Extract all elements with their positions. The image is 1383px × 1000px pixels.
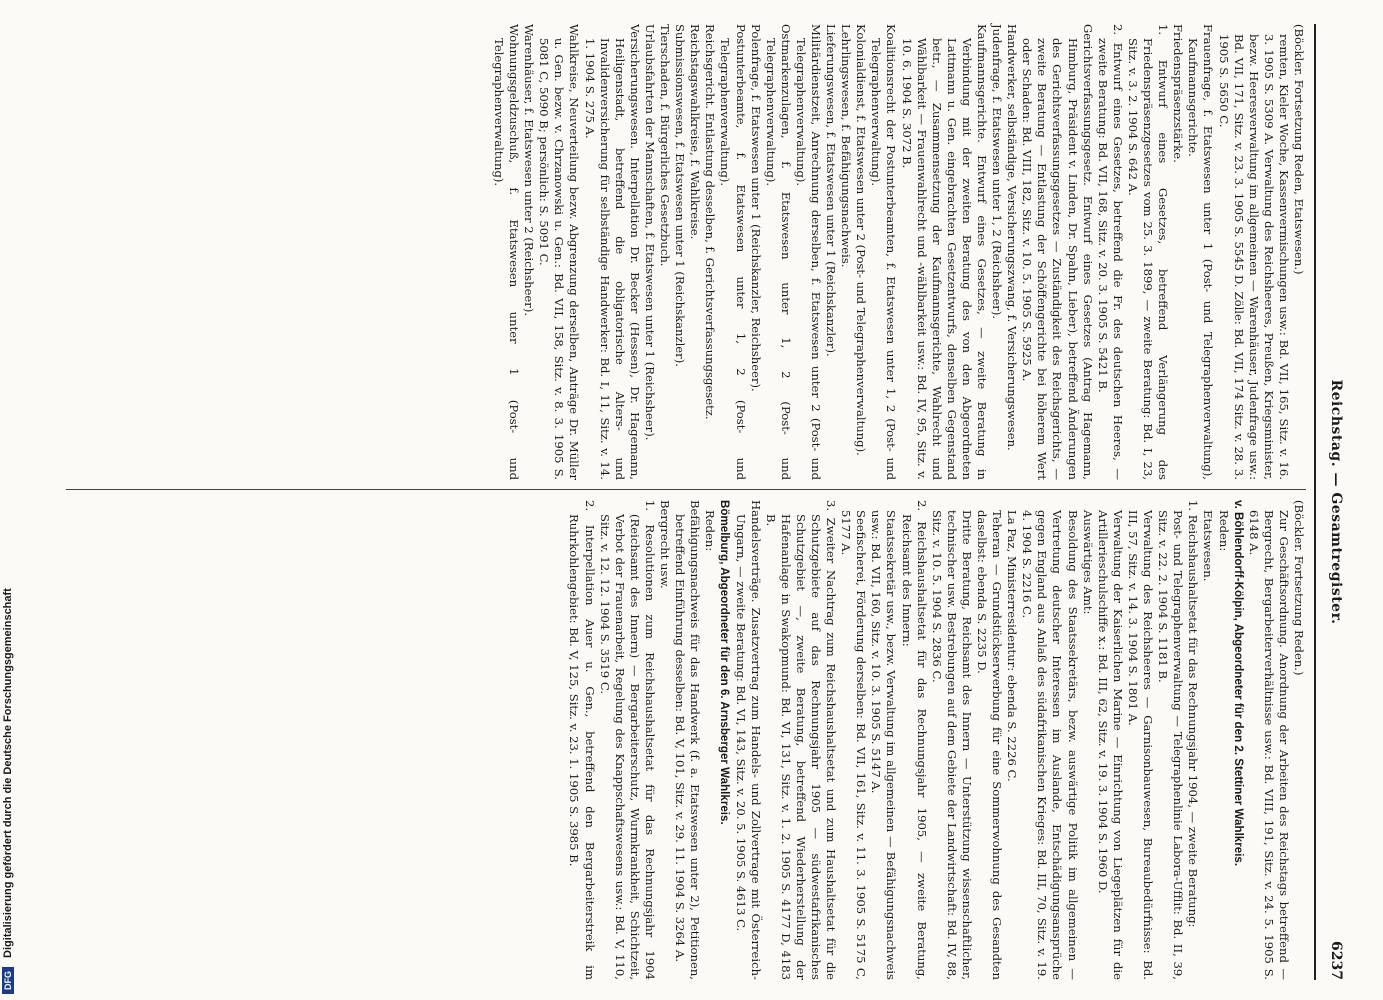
- register-entry: Wohnungsgeldzuschuß, f. Etatswesen unter 1 (Post- und Telegraphenverwaltung).: [492, 24, 522, 480]
- register-entry: Koalitionsrecht der Postunterbeamten, f. Etatswesen unter 1, 2 (Post- und Telegraphenverwaltung).: [869, 24, 899, 480]
- register-entry: Handelsverträge. Zusatzvertrag zum Handels- und Zollvertrage mit Österreich-Ungarn, — zweite Beratung: Bd. VI, 143, Sitz. v. 20. 5. 1905 S. 4613 C.: [733, 500, 763, 980]
- header-title: Reichstag. — Gesamtregister.: [1328, 379, 1344, 625]
- left-column: [491, 24, 1306, 480]
- register-entry: La Paz, Ministerresidentur: ebenda S. 2226 C.: [1005, 510, 1020, 782]
- register-entry: 3. Zweiter Nachtrag zum Reichshaushaltsetat und zum Haushaltsetat für die Schutzgebiete auf das Rechnungsjahr 1905 — südwestafrikanisches Schutzgebiet —, zweite Beratung, betreffend Wiederherstellung der Hafenanlage in Swakopmund: Bd. VI, 131, Sitz. v. 1. 2. 1905 S. 4177 D, 4183 B.: [763, 500, 839, 980]
- register-entry: 1. Reichshaushaltsetat für das Rechnungsjahr 1904, — zweite Beratung:: [1186, 500, 1201, 928]
- register-entry: Frauenfrage, f. Etatswesen unter 1 (Post- und Telegraphenverwaltung), Kaufmannsgerichte.: [1186, 24, 1216, 480]
- register-entry: Versicherungswesen. Interpellation Dr. Becker (Hessen), Dr. Hagemann, Heiligenstadt, betreffend die obligatorische Alters- und Invalidenversicherung für selbständige Handwerker: Bd. I, 11, Sitz. v. 14. 1. 1904 S. 275 A.: [582, 24, 642, 480]
- running-header: [1320, 24, 1346, 980]
- register-entry: Besoldung des Staatssekretärs, bezw. auswärtige Politik im allgemeinen — Vertretung deutscher Interessen im Auslande, Entschädigungsansprüche gegen England aus Anlaß des südafrikanischen Krieges: Bd. III, 70, Sitz. v. 19. 4. 1904 S. 2216 C.: [1020, 510, 1080, 980]
- register-entry: 1. Entwurf eines Gesetzes, betreffend Verlängerung des Friedenspräsenzgesetzes vom 25. 3. 1899, — zweite Beratung: Bd. I, 23, Sitz. v. 3. 2. 1904 S. 642 A.: [1125, 24, 1171, 480]
- register-entry: Tierschaden, f. Bürgerliches Gesetzbuch.: [658, 24, 673, 267]
- register-entry: Submissionswesen, f. Etatswesen unter 1 (Reichskanzler).: [673, 24, 688, 367]
- register-entry: Handwerker, selbständige, Versicherungszwang, f. Versicherungswesen.: [1005, 24, 1020, 451]
- register-entry: Befähigungsnachweis für das Handwerk (f. a. Etatswesen unter 2), Petitionen, betreffend Einführung desselben: Bd. V, 101, Sitz. v. 29. 11. 1904 S. 3264 A.: [673, 500, 703, 980]
- register-entry: Urlaubsfahrten der Mannschaften, f. Etatswesen unter 1 (Reichsheer).: [642, 24, 657, 441]
- register-entry: Reichsgericht. Entlastung desselben, f. Gerichtsverfassungsgesetz.: [703, 24, 718, 420]
- register-entry: 2. Interpellation Auer u. Gen., betreffend den Bergarbeiterstreik im Ruhrkohlengebiet: Bd. V, 125, Sitz. v. 23. 1. 1905 S. 3985 B.: [567, 500, 597, 980]
- register-entry: Etatswesen.: [1201, 510, 1216, 582]
- register-entry: Verwaltung des Reichsheeres — Garnisonbauwesen, Bureaubedürfnisse: Bd. III, 57, Sitz. v. 14. 3. 1904 S. 1801 A.: [1125, 510, 1156, 980]
- register-entry: Teheran — Grundstückserwerbung für eine Sommerwohnung des Gesandten daselbst: ebenda S. 2235 D.: [975, 510, 1005, 980]
- register-entry: Lehrlingswesen, f. Befähigungsnachweis.: [839, 24, 854, 268]
- header-rule: [1314, 24, 1316, 980]
- register-entry: Seefischerei, Förderung derselben: Bd. VII, 161, Sitz. v. 11. 3. 1905 S. 5175 C, 5177 A.: [839, 510, 869, 980]
- register-entry: Bömelburg, Abgeordneter für den 6. Arnsberger Wahlkreis.: [718, 500, 732, 825]
- register-entry: Bergrecht usw.: [658, 500, 673, 589]
- rotated-page-content: [54, 24, 1346, 980]
- page-number: 6237: [1328, 941, 1344, 980]
- register-entry: Reden:: [1216, 510, 1231, 552]
- register-entry: Reden:: [703, 510, 718, 552]
- register-entry: 2. Entwurf eines Gesetzes, betreffend die Fr. des deutschen Heeres, — zweite Beratung: Bd. VII, 168, Sitz. v. 20. 3. 1905 S. 5421 B.: [1095, 24, 1125, 480]
- register-entry: (Böckler. Fortsetzung Reden.): [1292, 500, 1306, 676]
- register-entry: v. Böhlendorff-Kölpin, Abgeordneter für den 2. Stettiner Wahlkreis.: [1231, 500, 1245, 867]
- register-entry: Ostmarkenzulagen, f. Etatswesen unter 1, 2 (Post- und Telegraphenverwaltung).: [763, 24, 793, 480]
- register-entry: Warenhäuser, f. Etatswesen unter 2 (Reichsheer).: [522, 24, 537, 317]
- register-entry: Auswärtiges Amt:: [1080, 510, 1095, 615]
- right-column: [566, 500, 1306, 980]
- register-entry: Polenfrage, f. Etatswesen unter 1 (Reichskanzler, Reichsheer).: [748, 24, 763, 392]
- register-entry: Gerichtsverfassungsgesetz. Entwurf eines Gesetzes (Antrag Hagemann, Himburg, Präsident v. Linden, Dr. Spahn, Lieber), betreffend Änderungen des Gerichtsverfassungsgesetzes — Zuständigkeit des Reichsgerichts, — zweite Beratung — Entlastung der Schöffengerichte bei höherem Wert oder Schaden: Bd. VIII, 182, Sitz. v. 10. 5. 1905 S. 5925 A.: [1020, 24, 1095, 480]
- register-entry: Zur Geschäftsordnung. Anordnung der Arbeiten des Reichstags betreffend — Bergrecht, Bergarbeiterverhältnisse usw.: Bd. VIII, 191, Sitz. v. 24. 5. 1905 S. 6148 A.: [1246, 510, 1291, 980]
- register-entry: Reichstagswahlkreise, f. Wahlkreise.: [688, 24, 703, 240]
- register-entry: Wahlkreise, Neuverteilung bezw. Abgrenzung derselben, Anträge Dr. Müller u. Gen. bezw. v. Chrzanowski u. Gen.: Bd. VII, 158, Sitz. v. 8. 3. 1905 S. 5081 C, 5090 B; persönlich: S. 5091 C.: [537, 24, 582, 480]
- register-entry: 1. Resolutionen zum Reichshaushaltsetat für das Rechnungsjahr 1904 (Reichsamt des Innern) — Bergarbeiterschutz, Wurmkrankheit, Schichtzeit, Verbot der Frauenarbeit, Regelung des Knappschaftswesens usw.: Bd. V, 110, Sitz. v. 12. 12. 1904 S. 3519 C.: [597, 500, 657, 980]
- register-entry: Kaufmannsgerichte. Entwurf eines Gesetzes, — zweite Beratung in Verbindung mit der zweiten Beratung des von den Abgeordneten Lattmann u. Gen. eingebrachten Gesetzentwurfs, denselben Gegenstand betr., — Zusammensetzung der Kaufmannsgerichte, Wahlrecht und Wählbarkeit — Frauenwahlrecht und -wählbarkeit usw.: Bd. IV, 95, Sitz. v. 10. 6. 1904 S. 3072 B.: [899, 24, 990, 480]
- register-entry: remten, Kieler Woche, Kassenvermischungen usw.: Bd. VII, 165, Sitz. v. 16. 3. 1905 S. 5309 A. Verwaltung des Reichsheeres, Preußen, Kriegsminister, bezw. Heeresverwaltung im allgemeinen — Warenhäuser, Judenfrage usw.: Bd. VII, 171, Sitz. v. 23. 3. 1905 S. 5545 D. Zölle: Bd. VII, 174 Sitz. v. 28. 3. 1905 S. 5650 C.: [1216, 34, 1291, 480]
- register-entry: (Böckler. Fortsetzung Reden, Etatswesen.): [1292, 24, 1306, 275]
- register-entry: Post- und Telegraphenverwaltung — Telegraphenlinie Labora-Ufflit: Bd. II, 39, Sitz. v. 22. 2. 1904 S. 1181 B.: [1156, 510, 1186, 980]
- register-entry: 2. Reichshaushaltsetat für das Rechnungsjahr 1905, — zweite Beratung, Reichsamt des Innern:: [899, 500, 929, 980]
- register-entry: Friedenspräsenzstärke.: [1171, 24, 1186, 163]
- register-entry: Postunterbeamte, f. Etatswesen unter 1, 2 (Post- und Telegraphenverwaltung).: [718, 24, 748, 480]
- register-entry: Staatssekretär usw., bezw. Verwaltung im allgemeinen — Befähigungsnachweis usw.: Bd. VII, 160, Sitz. v. 10. 3. 1905 S. 5147 A.: [869, 510, 899, 980]
- register-entry: Verwaltung der Kaiserlichen Marine — Einrichtung von Liegeplätzen für die Artillerieschulschiffe x.: Bd. III, 62, Sitz. v. 19. 3. 1904 S. 1960 D.: [1095, 510, 1125, 980]
- dfg-logo: DFG: [2, 967, 14, 994]
- register-entry: Dritte Beratung, Reichsamt des Innern — Unterstützung wissenschaftlicher, technischer usw. Bestrebungen auf dem Gebiete der Landwirtschaft: Bd. IV, 88, Sitz. v. 10. 5. 1904 S. 2836 C.: [929, 510, 974, 980]
- column-divider: [66, 489, 1306, 490]
- digitization-footer: [2, 4, 18, 994]
- register-entry: Lieferungswesen, f. Etatswesen unter 1 (Reichskanzler).: [824, 24, 839, 357]
- register-entry: Militärdienstzeit, Anrechnung derselben, f. Etatswesen unter 2 (Post- und Telegraphenverwaltung).: [793, 24, 823, 480]
- footer-text: Digitalisierung gefördert durch die Deutsche Forschungsgemeinschaft: [2, 588, 14, 958]
- register-entry: Judenfrage, f. Etatswesen unter 1, 2 (Reichsheer).: [990, 24, 1005, 320]
- register-entry: Kolonialdienst, f. Etatswesen unter 2 (Post- und Telegraphenverwaltung).: [854, 24, 869, 456]
